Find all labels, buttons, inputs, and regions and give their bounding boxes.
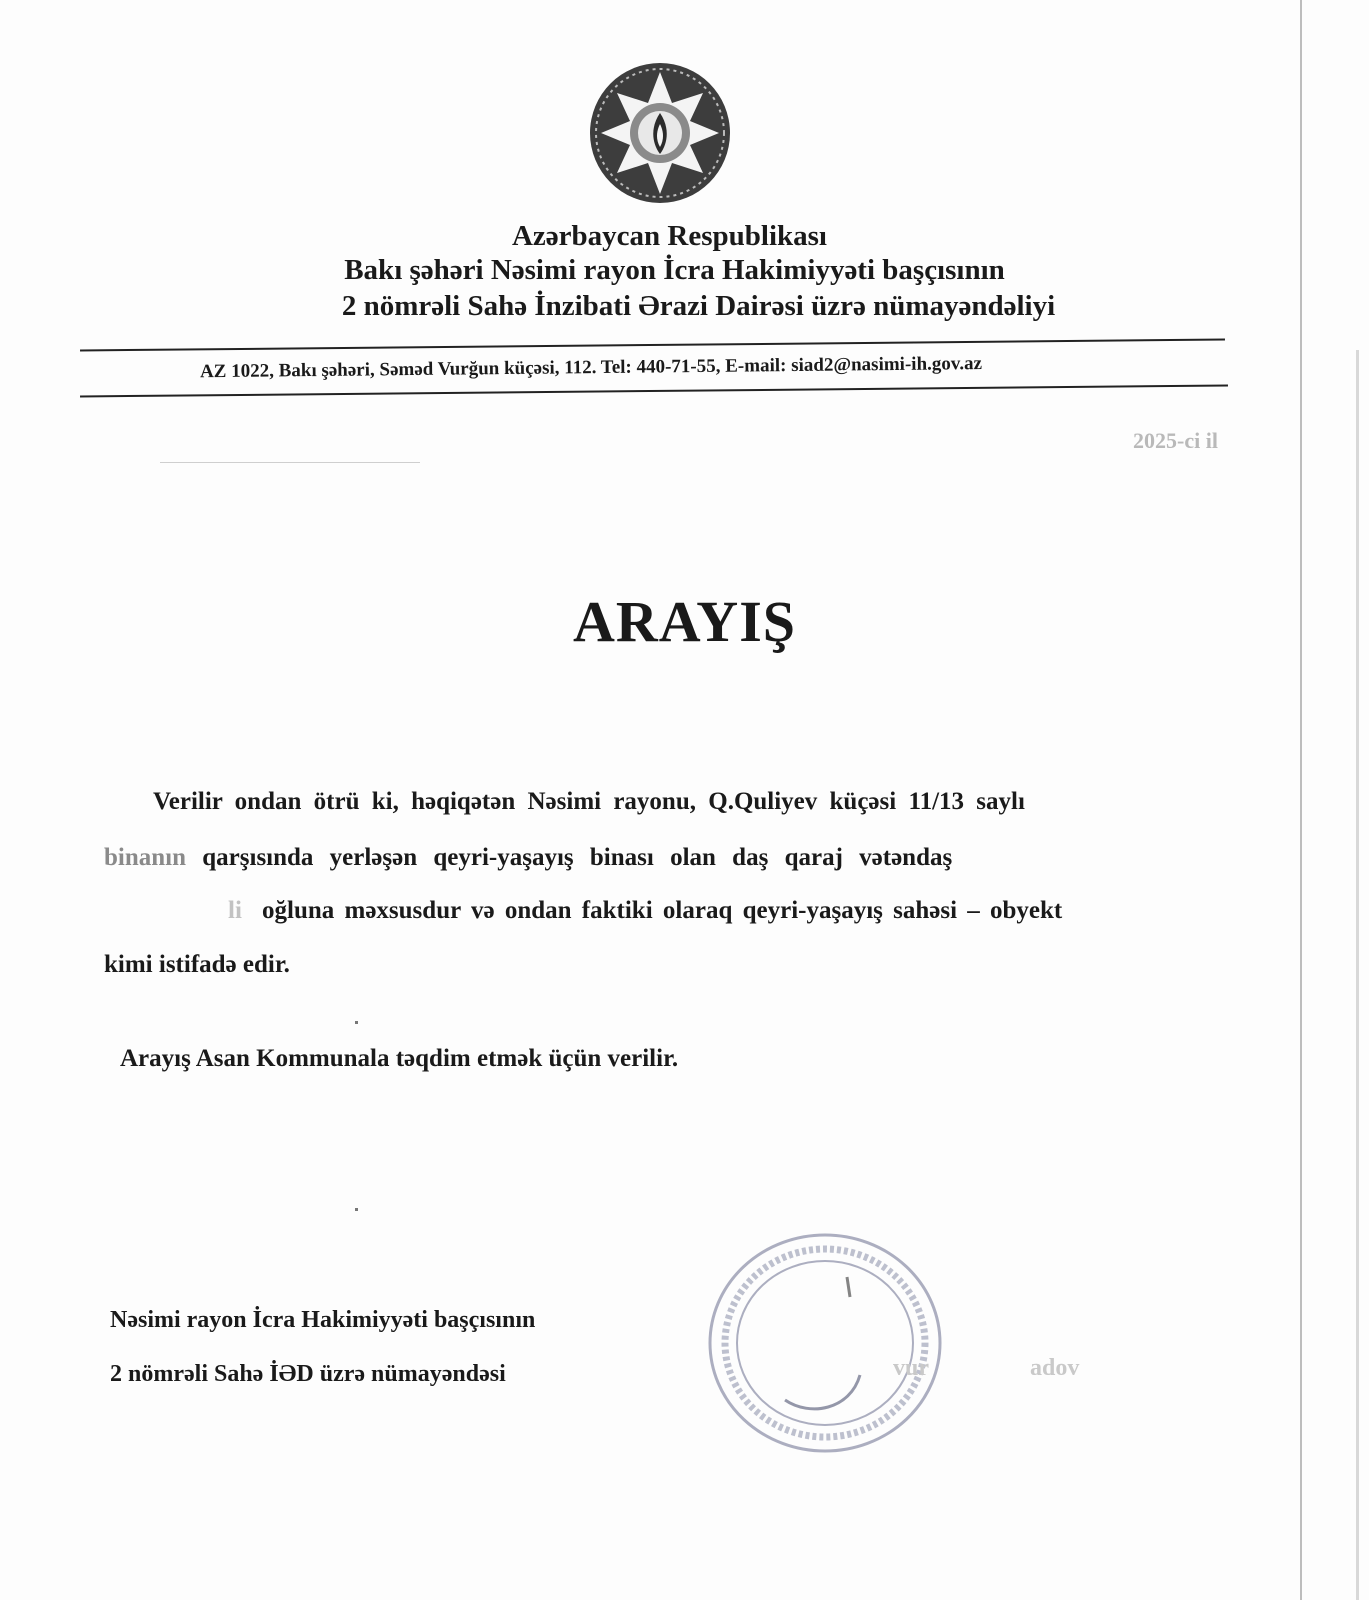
- body-line-2-text: qarşısında yerləşən qeyri-yaşayış binası olan daş qaraj vətəndaş: [202, 844, 953, 871]
- body-line-3: oğluna məxsusdur və ondan faktiki olaraq qeyri-yaşayış sahəsi – obyekt: [262, 897, 1063, 924]
- signature-title-line-2: 2 nömrəli Sahə İƏD üzrə nümayəndəsi: [110, 1361, 506, 1387]
- document-title: ARAYIŞ: [572, 589, 797, 654]
- scrollbar-track[interactable]: [1356, 350, 1359, 1600]
- header-rule-top: [80, 339, 1225, 352]
- official-stamp-icon: [700, 1225, 950, 1465]
- header-address: AZ 1022, Bakı şəhəri, Səməd Vurğun küçəsi, 112. Tel: 440-71-55, E-mail: siad2@nasimi-ih.gov.az: [199, 353, 983, 383]
- speck: [355, 1208, 358, 1211]
- speck: [355, 1021, 358, 1024]
- document-date: 2025-ci il: [1133, 428, 1218, 453]
- header-department: 2 nömrəli Sahə İnzibati Ərazi Dairəsi üzrə nümayəndəliyi: [341, 290, 1056, 322]
- body-line-2-prefix: binanın: [104, 844, 187, 871]
- header-rule-bottom: [80, 384, 1228, 397]
- body-line-3-fragment: li: [228, 897, 242, 924]
- signature-title-line-1: Nəsimi rayon İcra Hakimiyyəti başçısının: [110, 1307, 536, 1333]
- body-line-2: [104, 844, 952, 872]
- signatory-name-fragment-1: vur: [893, 1355, 929, 1381]
- body-line-4: kimi istifadə edir.: [104, 951, 290, 978]
- signatory-name-fragment-2: adov: [1030, 1355, 1080, 1381]
- header-authority: Bakı şəhəri Nəsimi rayon İcra Hakimiyyəti başçısının: [344, 254, 1005, 286]
- registration-number-line: [160, 462, 420, 463]
- body-line-5: Arayış Asan Kommunala təqdim etmək üçün verilir.: [120, 1045, 679, 1072]
- header-country: Azərbaycan Respublikası: [511, 220, 827, 252]
- body-line-1: Verilir ondan ötrü ki, həqiqətən Nəsimi rayonu, Q.Quliyev küçəsi 11/13 saylı: [153, 788, 1025, 815]
- state-emblem-icon: [585, 58, 735, 208]
